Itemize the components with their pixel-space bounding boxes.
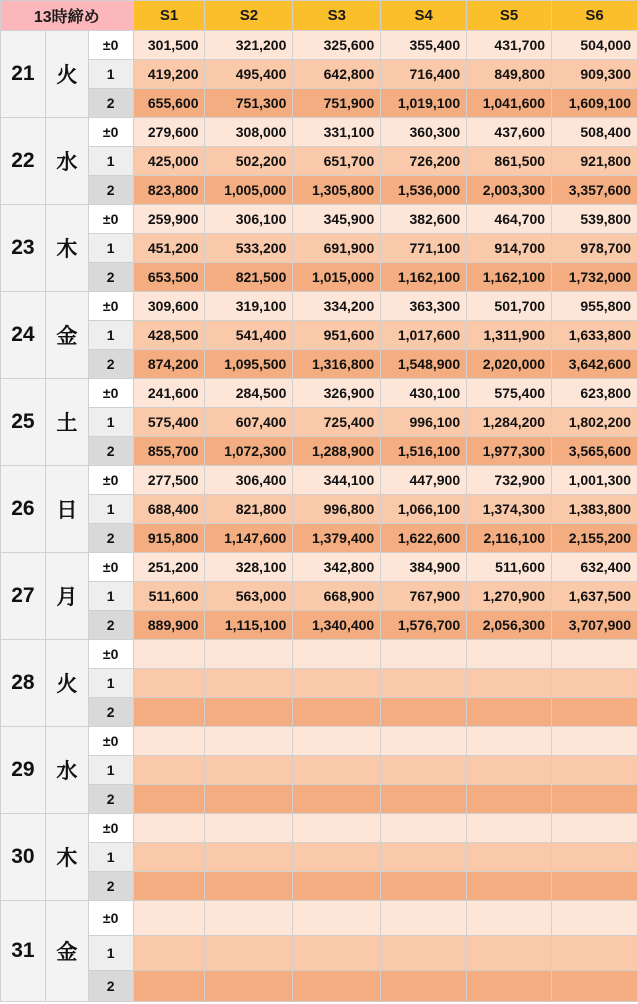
price-cell[interactable]: 308,000 — [205, 118, 293, 147]
price-cell[interactable]: 251,200 — [133, 553, 205, 582]
price-cell[interactable] — [467, 727, 552, 756]
price-cell[interactable]: 541,400 — [205, 321, 293, 350]
price-cell[interactable]: 3,642,600 — [552, 350, 638, 379]
weekday-label: 日 — [45, 466, 88, 553]
price-cell[interactable] — [133, 843, 205, 872]
price-cell[interactable] — [205, 785, 293, 814]
price-cell[interactable]: 651,700 — [293, 147, 381, 176]
price-cell[interactable]: 751,300 — [205, 89, 293, 118]
price-cell[interactable]: 3,565,600 — [552, 437, 638, 466]
price-cell[interactable]: 1,072,300 — [205, 437, 293, 466]
price-cell[interactable]: 1,802,200 — [552, 408, 638, 437]
table-row — [1, 553, 638, 582]
price-cell[interactable] — [205, 814, 293, 843]
tier-label: 2 — [88, 437, 133, 466]
price-cell[interactable] — [552, 814, 638, 843]
table-row — [1, 669, 638, 698]
table-row — [1, 756, 638, 785]
price-cell[interactable] — [133, 971, 205, 1002]
price-cell[interactable]: 1,548,900 — [381, 350, 467, 379]
price-cell[interactable]: 1,284,200 — [467, 408, 552, 437]
price-cell[interactable]: 978,700 — [552, 234, 638, 263]
table-row — [1, 437, 638, 466]
day-number: 25 — [1, 379, 46, 466]
price-cell[interactable]: 2,116,100 — [467, 524, 552, 553]
tier-label: 1 — [88, 495, 133, 524]
price-cell[interactable]: 821,500 — [205, 263, 293, 292]
price-cell[interactable]: 2,003,300 — [467, 176, 552, 205]
table-row — [1, 727, 638, 756]
price-cell[interactable] — [293, 971, 381, 1002]
price-cell[interactable]: 277,500 — [133, 466, 205, 495]
table-row — [1, 466, 638, 495]
weekday-label: 火 — [45, 640, 88, 727]
price-cell[interactable] — [552, 971, 638, 1002]
price-cell[interactable]: 325,600 — [293, 31, 381, 60]
price-cell[interactable]: 279,600 — [133, 118, 205, 147]
table-body — [1, 31, 638, 1002]
table-row — [1, 843, 638, 872]
price-cell[interactable]: 1,379,400 — [293, 524, 381, 553]
price-cell[interactable] — [552, 756, 638, 785]
price-cell[interactable]: 3,707,900 — [552, 611, 638, 640]
price-cell[interactable] — [205, 756, 293, 785]
price-cell[interactable]: 1,536,000 — [381, 176, 467, 205]
tier-label: 1 — [88, 936, 133, 971]
price-cell[interactable]: 915,800 — [133, 524, 205, 553]
deadline-header: 13時締め — [1, 1, 134, 31]
price-cell[interactable]: 955,800 — [552, 292, 638, 321]
price-cell[interactable]: 345,900 — [293, 205, 381, 234]
price-cell[interactable] — [293, 814, 381, 843]
price-cell[interactable]: 428,500 — [133, 321, 205, 350]
table-row — [1, 205, 638, 234]
price-cell[interactable]: 328,100 — [205, 553, 293, 582]
price-cell[interactable]: 1,633,800 — [552, 321, 638, 350]
price-cell[interactable]: 1,162,100 — [467, 263, 552, 292]
price-cell[interactable]: 451,200 — [133, 234, 205, 263]
tier-label: 1 — [88, 843, 133, 872]
weekday-label: 金 — [45, 901, 88, 1002]
price-cell[interactable]: 861,500 — [467, 147, 552, 176]
price-cell[interactable]: 653,500 — [133, 263, 205, 292]
price-cell[interactable]: 331,100 — [293, 118, 381, 147]
table-row — [1, 495, 638, 524]
price-cell[interactable] — [293, 698, 381, 727]
price-cell[interactable] — [467, 901, 552, 936]
tier-label: 1 — [88, 147, 133, 176]
price-cell[interactable] — [552, 843, 638, 872]
price-cell[interactable]: 575,400 — [467, 379, 552, 408]
price-cell[interactable] — [205, 669, 293, 698]
price-cell[interactable] — [552, 872, 638, 901]
price-cell[interactable] — [552, 640, 638, 669]
price-cell[interactable]: 342,800 — [293, 553, 381, 582]
price-cell[interactable] — [467, 698, 552, 727]
price-cell[interactable] — [381, 756, 467, 785]
table-row — [1, 611, 638, 640]
table-row — [1, 582, 638, 611]
price-cell[interactable]: 447,900 — [381, 466, 467, 495]
price-cell[interactable]: 951,600 — [293, 321, 381, 350]
table-row — [1, 379, 638, 408]
price-cell[interactable]: 539,800 — [552, 205, 638, 234]
tier-label: 1 — [88, 321, 133, 350]
price-cell[interactable]: 334,200 — [293, 292, 381, 321]
table-row — [1, 60, 638, 89]
tier-label: ±0 — [88, 31, 133, 60]
table-row — [1, 292, 638, 321]
price-cell[interactable]: 1,609,100 — [552, 89, 638, 118]
price-cell[interactable] — [381, 727, 467, 756]
price-cell[interactable] — [467, 785, 552, 814]
price-cell[interactable]: 921,800 — [552, 147, 638, 176]
table-row — [1, 31, 638, 60]
tier-label: ±0 — [88, 118, 133, 147]
price-cell[interactable] — [381, 936, 467, 971]
day-number: 31 — [1, 901, 46, 1002]
price-cell[interactable]: 419,200 — [133, 60, 205, 89]
price-cell[interactable] — [205, 698, 293, 727]
tier-label: 2 — [88, 176, 133, 205]
price-cell[interactable]: 771,100 — [381, 234, 467, 263]
price-cell[interactable]: 1,576,700 — [381, 611, 467, 640]
price-cell[interactable]: 284,500 — [205, 379, 293, 408]
price-cell[interactable]: 655,600 — [133, 89, 205, 118]
price-cell[interactable] — [133, 872, 205, 901]
tier-label: 1 — [88, 582, 133, 611]
day-number: 30 — [1, 814, 46, 901]
table-row — [1, 89, 638, 118]
table-row — [1, 147, 638, 176]
price-cell[interactable]: 301,500 — [133, 31, 205, 60]
price-cell[interactable]: 511,600 — [133, 582, 205, 611]
price-cell[interactable] — [293, 843, 381, 872]
price-cell[interactable]: 1,019,100 — [381, 89, 467, 118]
price-cell[interactable]: 360,300 — [381, 118, 467, 147]
price-cell[interactable]: 691,900 — [293, 234, 381, 263]
price-cell[interactable]: 996,100 — [381, 408, 467, 437]
price-cell[interactable]: 874,200 — [133, 350, 205, 379]
price-cell[interactable]: 1,162,100 — [381, 263, 467, 292]
price-cell[interactable] — [552, 785, 638, 814]
tier-label: ±0 — [88, 205, 133, 234]
table-row — [1, 350, 638, 379]
price-cell[interactable]: 1,977,300 — [467, 437, 552, 466]
price-cell[interactable] — [552, 901, 638, 936]
weekday-label: 木 — [45, 814, 88, 901]
price-cell[interactable]: 384,900 — [381, 553, 467, 582]
price-cell[interactable]: 382,600 — [381, 205, 467, 234]
price-cell[interactable] — [133, 727, 205, 756]
price-cell[interactable]: 1,305,800 — [293, 176, 381, 205]
price-cell[interactable]: 495,400 — [205, 60, 293, 89]
tier-label: ±0 — [88, 727, 133, 756]
price-cell[interactable] — [293, 901, 381, 936]
price-cell[interactable]: 688,400 — [133, 495, 205, 524]
price-cell[interactable]: 326,900 — [293, 379, 381, 408]
tier-label: 1 — [88, 408, 133, 437]
tier-label: 2 — [88, 611, 133, 640]
price-cell[interactable] — [552, 936, 638, 971]
table-row — [1, 785, 638, 814]
price-cell[interactable] — [205, 640, 293, 669]
price-cell[interactable] — [467, 971, 552, 1002]
price-cell[interactable] — [381, 669, 467, 698]
price-cell[interactable] — [552, 727, 638, 756]
price-cell[interactable] — [205, 872, 293, 901]
price-cell[interactable] — [205, 901, 293, 936]
tier-label: 2 — [88, 785, 133, 814]
tier-label: 2 — [88, 698, 133, 727]
price-cell[interactable]: 1,311,900 — [467, 321, 552, 350]
price-cell[interactable] — [205, 843, 293, 872]
price-cell[interactable]: 1,516,100 — [381, 437, 467, 466]
price-cell[interactable] — [381, 872, 467, 901]
column-header-s4: S4 — [381, 1, 467, 31]
price-cell[interactable]: 751,900 — [293, 89, 381, 118]
weekday-label: 水 — [45, 118, 88, 205]
day-number: 23 — [1, 205, 46, 292]
table-row — [1, 234, 638, 263]
price-cell[interactable]: 855,700 — [133, 437, 205, 466]
price-cell[interactable]: 1,622,600 — [381, 524, 467, 553]
price-cell[interactable]: 502,200 — [205, 147, 293, 176]
price-cell[interactable]: 849,800 — [467, 60, 552, 89]
price-cell[interactable] — [205, 936, 293, 971]
price-cell[interactable] — [467, 872, 552, 901]
price-cell[interactable]: 1,015,000 — [293, 263, 381, 292]
price-cell[interactable]: 1,288,900 — [293, 437, 381, 466]
column-header-s5: S5 — [467, 1, 552, 31]
price-cell[interactable]: 430,100 — [381, 379, 467, 408]
price-cell[interactable]: 321,200 — [205, 31, 293, 60]
table-row — [1, 263, 638, 292]
price-cell[interactable]: 511,600 — [467, 553, 552, 582]
weekday-label: 火 — [45, 31, 88, 118]
column-header-s3: S3 — [293, 1, 381, 31]
tier-label: ±0 — [88, 466, 133, 495]
header-row — [1, 1, 638, 31]
tier-label: ±0 — [88, 901, 133, 936]
price-cell[interactable]: 823,800 — [133, 176, 205, 205]
price-cell[interactable]: 889,900 — [133, 611, 205, 640]
table-row — [1, 640, 638, 669]
price-cell[interactable] — [133, 698, 205, 727]
price-cell[interactable] — [467, 843, 552, 872]
table-row — [1, 872, 638, 901]
price-cell[interactable]: 1,001,300 — [552, 466, 638, 495]
price-cell[interactable] — [467, 640, 552, 669]
price-cell[interactable]: 996,800 — [293, 495, 381, 524]
price-cell[interactable]: 1,637,500 — [552, 582, 638, 611]
price-cell[interactable]: 1,017,600 — [381, 321, 467, 350]
price-cell[interactable] — [467, 936, 552, 971]
price-cell[interactable]: 642,800 — [293, 60, 381, 89]
price-cell[interactable] — [381, 785, 467, 814]
price-cell[interactable] — [293, 640, 381, 669]
tier-label: 2 — [88, 89, 133, 118]
price-cell[interactable]: 909,300 — [552, 60, 638, 89]
table-row — [1, 524, 638, 553]
table-row — [1, 971, 638, 1002]
price-cell[interactable] — [293, 669, 381, 698]
price-cell[interactable]: 1,383,800 — [552, 495, 638, 524]
price-cell[interactable]: 1,041,600 — [467, 89, 552, 118]
column-header-s2: S2 — [205, 1, 293, 31]
price-cell[interactable]: 431,700 — [467, 31, 552, 60]
day-number: 28 — [1, 640, 46, 727]
price-cell[interactable] — [381, 843, 467, 872]
tier-label: 2 — [88, 872, 133, 901]
table-row — [1, 321, 638, 350]
price-cell[interactable] — [293, 727, 381, 756]
price-cell[interactable] — [381, 814, 467, 843]
tier-label: 1 — [88, 234, 133, 263]
price-cell[interactable]: 2,020,000 — [467, 350, 552, 379]
price-cell[interactable]: 241,600 — [133, 379, 205, 408]
price-cell[interactable]: 668,900 — [293, 582, 381, 611]
price-cell[interactable]: 363,300 — [381, 292, 467, 321]
price-cell[interactable]: 767,900 — [381, 582, 467, 611]
price-cell[interactable]: 716,400 — [381, 60, 467, 89]
table-row — [1, 118, 638, 147]
column-header-s6: S6 — [552, 1, 638, 31]
price-cell[interactable]: 1,374,300 — [467, 495, 552, 524]
price-cell[interactable] — [467, 814, 552, 843]
price-cell[interactable]: 319,100 — [205, 292, 293, 321]
tier-label: ±0 — [88, 292, 133, 321]
price-cell[interactable]: 623,800 — [552, 379, 638, 408]
day-number: 29 — [1, 727, 46, 814]
price-cell[interactable]: 504,000 — [552, 31, 638, 60]
price-cell[interactable]: 425,000 — [133, 147, 205, 176]
price-cell[interactable]: 632,400 — [552, 553, 638, 582]
price-cell[interactable]: 344,100 — [293, 466, 381, 495]
tier-label: 2 — [88, 263, 133, 292]
price-cell[interactable]: 726,200 — [381, 147, 467, 176]
table-row — [1, 814, 638, 843]
price-cell[interactable] — [133, 936, 205, 971]
tier-label: 1 — [88, 60, 133, 89]
weekday-label: 土 — [45, 379, 88, 466]
price-cell[interactable] — [133, 814, 205, 843]
tier-label: 1 — [88, 756, 133, 785]
price-cell[interactable] — [552, 698, 638, 727]
table-row — [1, 408, 638, 437]
price-cell[interactable] — [205, 971, 293, 1002]
price-cell[interactable]: 1,005,000 — [205, 176, 293, 205]
tier-label: ±0 — [88, 553, 133, 582]
price-cell[interactable] — [133, 901, 205, 936]
price-cell[interactable]: 306,400 — [205, 466, 293, 495]
price-cell[interactable] — [381, 640, 467, 669]
tier-label: 1 — [88, 669, 133, 698]
price-cell[interactable] — [381, 971, 467, 1002]
price-cell[interactable] — [293, 872, 381, 901]
price-cell[interactable]: 508,400 — [552, 118, 638, 147]
tier-label: ±0 — [88, 640, 133, 669]
tier-label: 2 — [88, 524, 133, 553]
price-cell[interactable]: 437,600 — [467, 118, 552, 147]
price-cell[interactable]: 355,400 — [381, 31, 467, 60]
table-row — [1, 698, 638, 727]
price-cell[interactable]: 563,000 — [205, 582, 293, 611]
table-row — [1, 901, 638, 936]
price-cell[interactable]: 1,095,500 — [205, 350, 293, 379]
price-cell[interactable]: 1,066,100 — [381, 495, 467, 524]
price-cell[interactable]: 575,400 — [133, 408, 205, 437]
price-cell[interactable] — [133, 640, 205, 669]
price-cell[interactable]: 259,900 — [133, 205, 205, 234]
day-number: 21 — [1, 31, 46, 118]
price-cell[interactable]: 309,600 — [133, 292, 205, 321]
price-cell[interactable]: 1,340,400 — [293, 611, 381, 640]
price-cell[interactable]: 821,800 — [205, 495, 293, 524]
weekday-label: 金 — [45, 292, 88, 379]
price-cell[interactable]: 914,700 — [467, 234, 552, 263]
price-cell[interactable]: 607,400 — [205, 408, 293, 437]
weekday-label: 月 — [45, 553, 88, 640]
price-cell[interactable]: 533,200 — [205, 234, 293, 263]
day-number: 27 — [1, 553, 46, 640]
tier-label: 2 — [88, 971, 133, 1002]
price-cell[interactable]: 501,700 — [467, 292, 552, 321]
price-cell[interactable]: 3,357,600 — [552, 176, 638, 205]
price-cell[interactable] — [293, 756, 381, 785]
price-cell[interactable] — [293, 936, 381, 971]
tier-label: 2 — [88, 350, 133, 379]
tier-label: ±0 — [88, 379, 133, 408]
weekday-label: 木 — [45, 205, 88, 292]
column-header-s1: S1 — [133, 1, 205, 31]
day-number: 24 — [1, 292, 46, 379]
tier-label: ±0 — [88, 814, 133, 843]
price-cell[interactable]: 306,100 — [205, 205, 293, 234]
price-cell[interactable] — [205, 727, 293, 756]
price-cell[interactable] — [552, 669, 638, 698]
price-cell[interactable]: 464,700 — [467, 205, 552, 234]
table-row — [1, 176, 638, 205]
price-cell[interactable] — [381, 698, 467, 727]
price-cell[interactable]: 2,056,300 — [467, 611, 552, 640]
price-cell[interactable]: 1,115,100 — [205, 611, 293, 640]
day-number: 22 — [1, 118, 46, 205]
price-cell[interactable]: 1,316,800 — [293, 350, 381, 379]
price-cell[interactable] — [381, 901, 467, 936]
price-cell[interactable]: 1,732,000 — [552, 263, 638, 292]
price-cell[interactable] — [133, 669, 205, 698]
weekday-label: 水 — [45, 727, 88, 814]
price-cell[interactable]: 1,147,600 — [205, 524, 293, 553]
price-cell[interactable]: 2,155,200 — [552, 524, 638, 553]
price-cell[interactable]: 725,400 — [293, 408, 381, 437]
price-cell[interactable] — [467, 756, 552, 785]
price-cell[interactable] — [467, 669, 552, 698]
price-cell[interactable]: 732,900 — [467, 466, 552, 495]
table-row — [1, 936, 638, 971]
price-cell[interactable] — [133, 756, 205, 785]
day-number: 26 — [1, 466, 46, 553]
price-cell[interactable]: 1,270,900 — [467, 582, 552, 611]
price-cell[interactable] — [133, 785, 205, 814]
price-cell[interactable] — [293, 785, 381, 814]
